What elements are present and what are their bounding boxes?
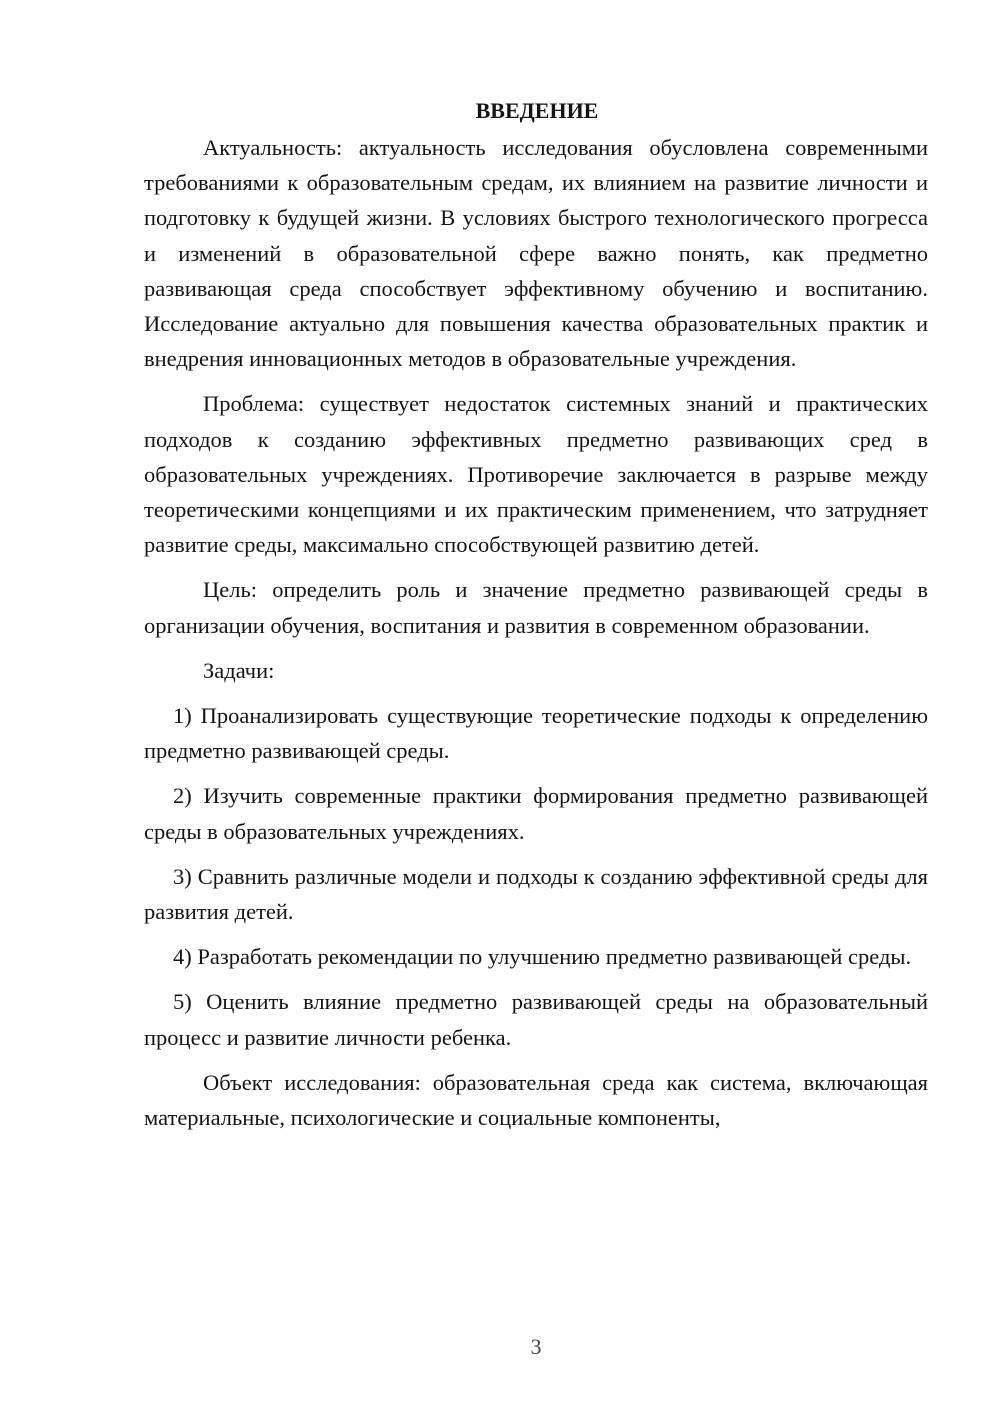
paragraph-goal: Цель: определить роль и значение предметно развивающей среды в организации обучения, воспитания и развития в современном образовании. — [144, 577, 928, 638]
task-item-5: 5) Оценить влияние предметно развивающей среды на образовательный процесс и развитие личности ребенка. — [144, 989, 928, 1050]
paragraph-problem: Проблема: существует недостаток системных знаний и практических подходов к созданию эффективных предметно развивающих сред в образовательных учреждениях. Противоречие заключается в разрыве между теоретическими концепциями и их практическим применением, что затрудняет развитие среды, максимально способствующей развитию детей. — [144, 391, 928, 558]
document-page — [144, 94, 928, 1135]
task-item-3: 3) Сравнить различные модели и подходы к созданию эффективной среды для развития детей. — [144, 863, 928, 925]
task-item-1: 1) Проанализировать существующие теоретические подходы к определению предметно развивающей среды. — [144, 703, 928, 764]
page-number: 3 — [530, 1334, 542, 1359]
tasks-heading: Задачи: — [203, 657, 275, 683]
paragraph-object: Объект исследования: образовательная среда как система, включающая материальные, психологические и социальные компоненты, — [144, 1069, 928, 1131]
task-item-4: 4) Разработать рекомендации по улучшению предметно развивающей среды. — [173, 944, 912, 970]
section-title: ВВЕДЕНИЕ — [475, 98, 599, 123]
task-item-2: 2) Изучить современные практики формирования предметно развивающей среды в образовательных учреждениях. — [144, 783, 928, 844]
paragraph-relevance: Актуальность: актуальность исследования обусловлена современными требованиями к образовательным средам, их влиянием на развитие личности и подготовку к будущей жизни. В условиях быстрого технологического прогресса и изменений в образовательной сфере важно понять, как предметно развивающая среда способствует эффективному обучению и воспитанию. Исследование актуально для повышения качества образовательных практик и внедрения инновационных методов в образовательные учреждения. — [144, 135, 928, 372]
